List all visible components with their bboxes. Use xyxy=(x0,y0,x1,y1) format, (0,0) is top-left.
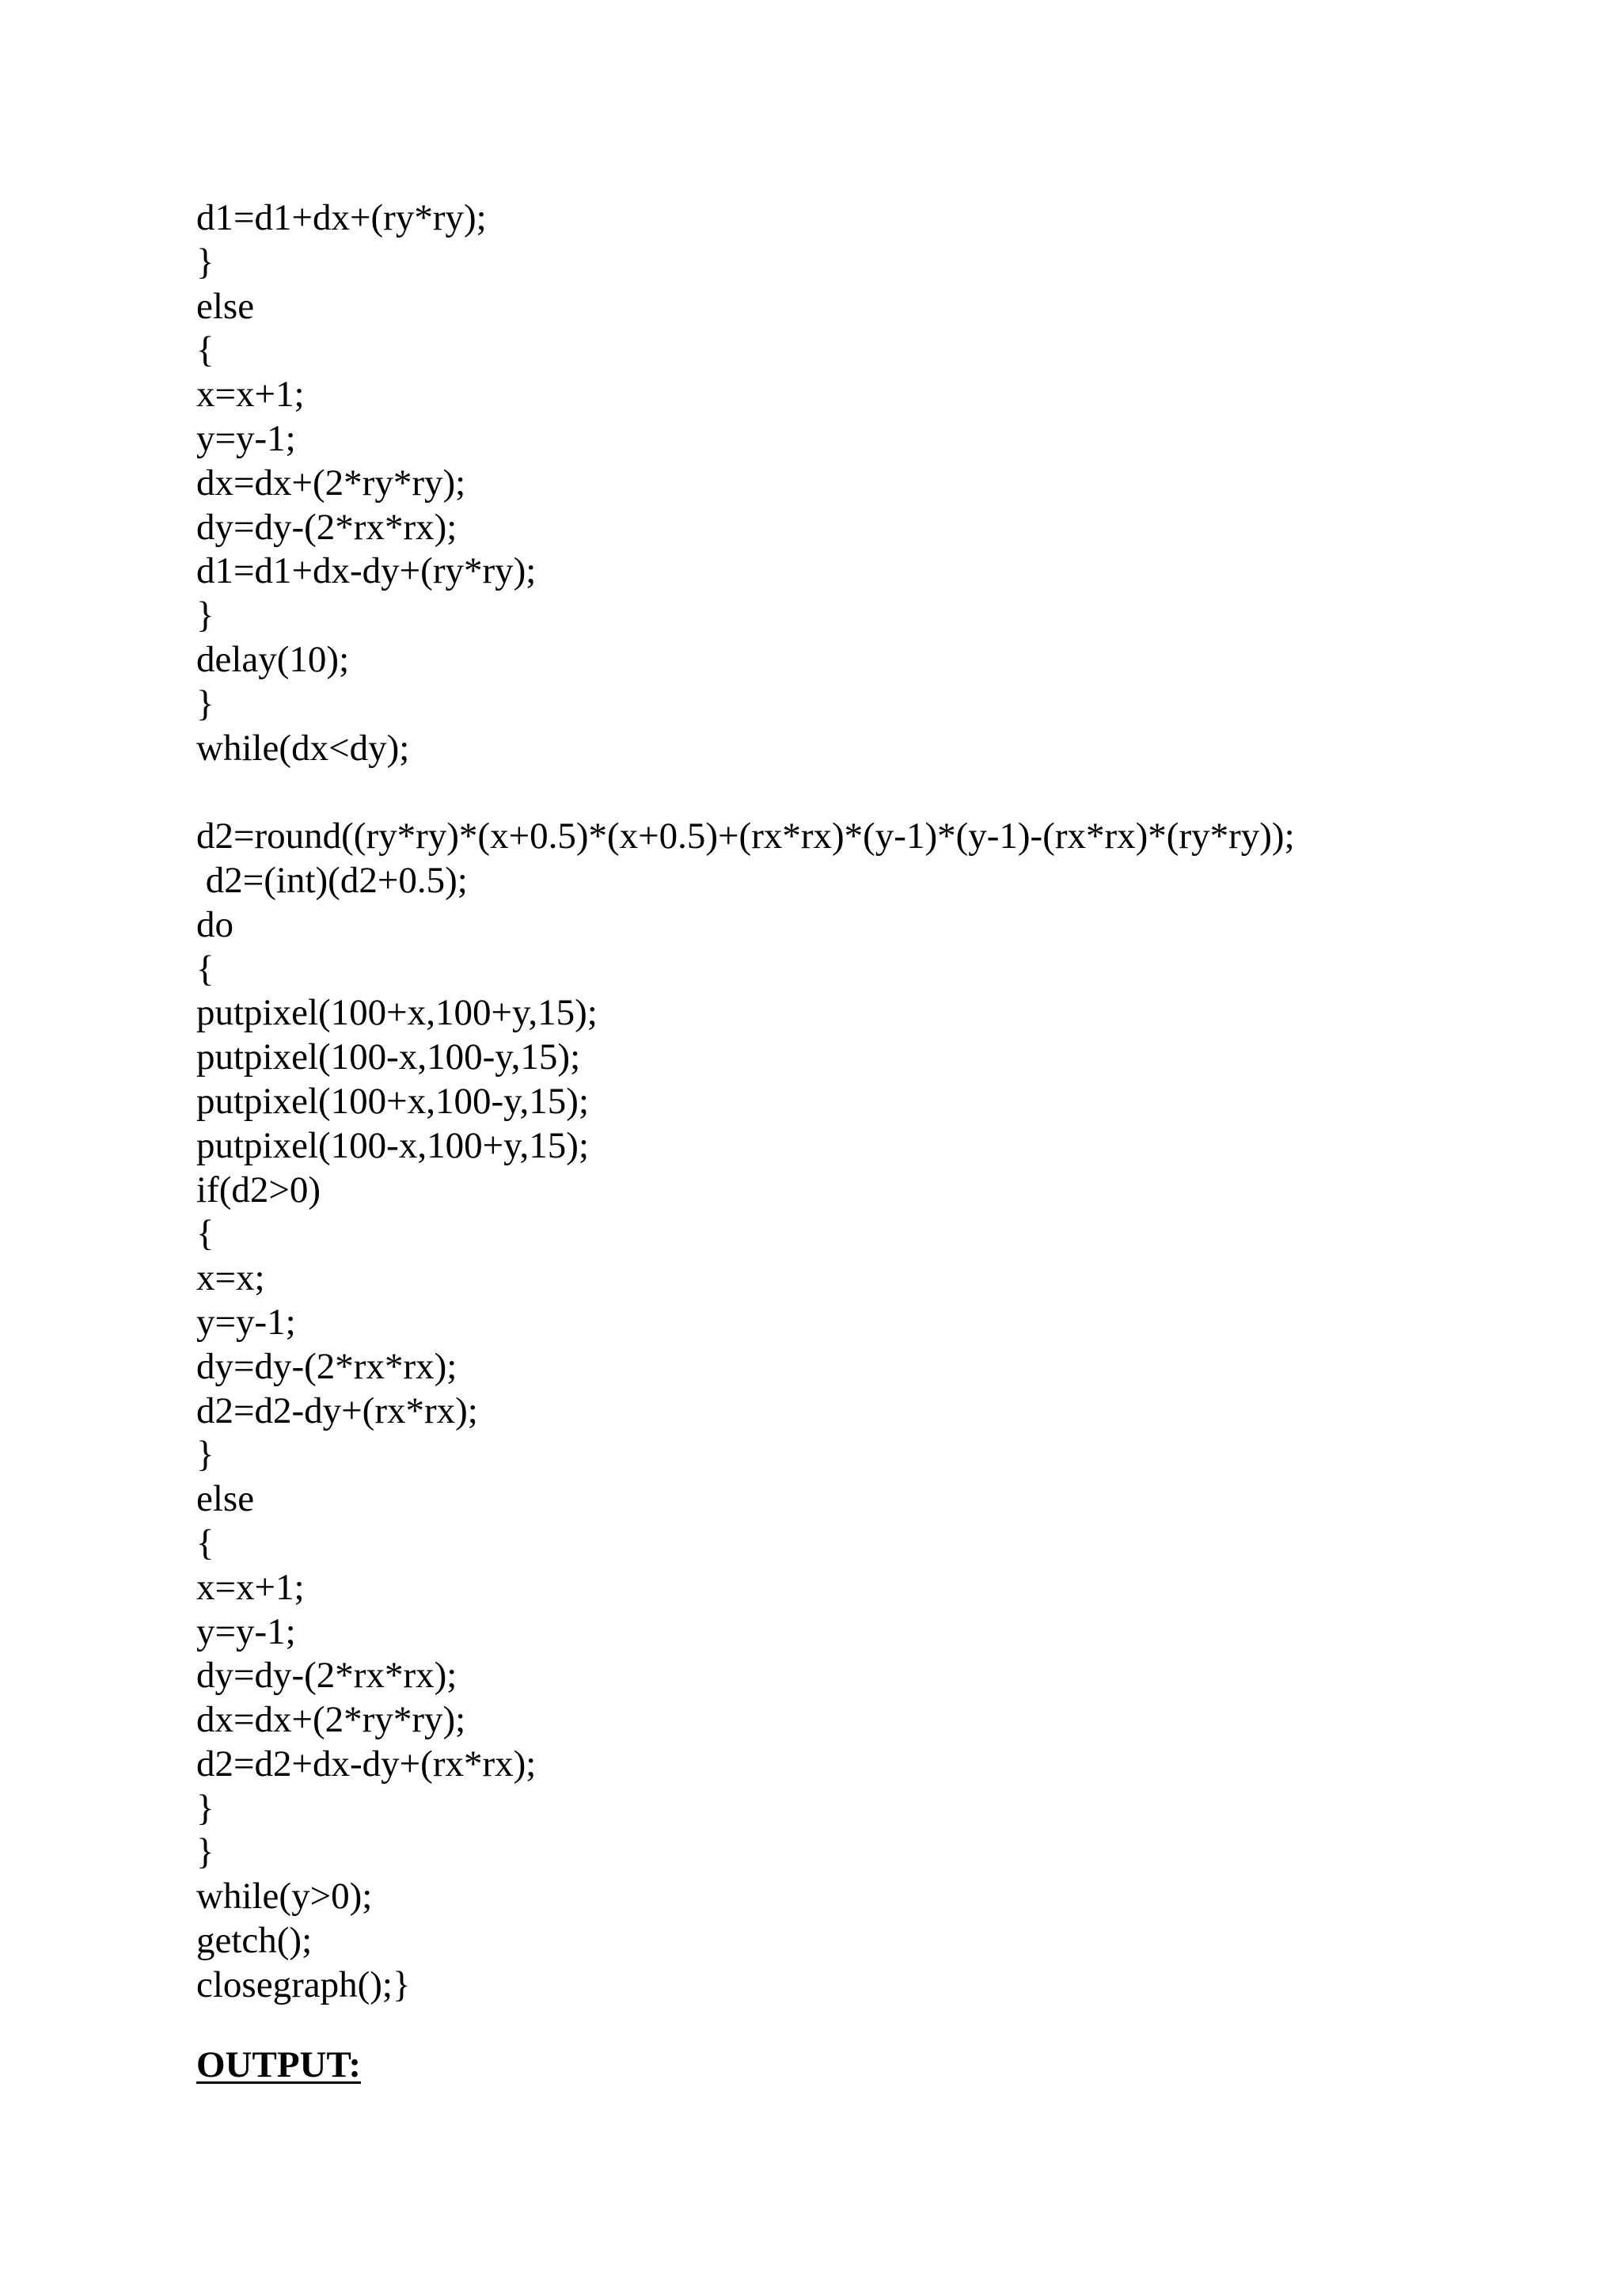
code-line: x=x+1; xyxy=(196,1566,305,1608)
code-line: d1=d1+dx+(ry*ry); xyxy=(196,197,487,238)
code-line: d2=d2+dx-dy+(rx*rx); xyxy=(196,1743,537,1785)
code-line: putpixel(100-x,100+y,15); xyxy=(196,1124,590,1166)
code-line: dy=dy-(2*rx*rx); xyxy=(196,1655,457,1697)
code-line: } xyxy=(196,1831,214,1873)
code-line: y=y-1; xyxy=(196,1610,296,1652)
code-listing xyxy=(196,196,1295,2008)
code-line: putpixel(100+x,100-y,15); xyxy=(196,1080,590,1122)
code-line: delay(10); xyxy=(196,638,350,680)
code-line: { xyxy=(196,329,214,371)
code-line: dy=dy-(2*rx*rx); xyxy=(196,1345,457,1387)
code-line: dx=dx+(2*ry*ry); xyxy=(196,462,466,504)
code-line: { xyxy=(196,1522,214,1564)
output-heading: OUTPUT: xyxy=(196,2044,362,2085)
code-line: d1=d1+dx-dy+(ry*ry); xyxy=(196,550,537,592)
code-line: dy=dy-(2*rx*rx); xyxy=(196,506,457,548)
code-line: getch(); xyxy=(196,1920,313,1962)
code-line: } xyxy=(196,241,214,283)
code-line: do xyxy=(196,903,233,945)
code-line xyxy=(196,770,1295,815)
code-line: d2=(int)(d2+0.5); xyxy=(196,859,468,901)
code-line: } xyxy=(196,682,214,724)
code-line: } xyxy=(196,595,214,637)
code-line: closegraph();} xyxy=(196,1963,411,2005)
code-line: y=y-1; xyxy=(196,1301,296,1343)
code-line: y=y-1; xyxy=(196,417,296,459)
code-line: while(y>0); xyxy=(196,1876,373,1918)
code-line: x=x+1; xyxy=(196,374,305,416)
code-line: putpixel(100-x,100-y,15); xyxy=(196,1036,581,1078)
code-line: d2=round((ry*ry)*(x+0.5)*(x+0.5)+(rx*rx)*(y-1)*(y-1)-(rx*rx)*(ry*ry)); xyxy=(196,815,1295,857)
code-line: } xyxy=(196,1787,214,1829)
code-line: dx=dx+(2*ry*ry); xyxy=(196,1699,466,1741)
code-line: d2=d2-dy+(rx*rx); xyxy=(196,1389,478,1431)
code-line: } xyxy=(196,1434,214,1476)
code-line: else xyxy=(196,285,255,327)
code-line: putpixel(100+x,100+y,15); xyxy=(196,992,598,1034)
code-line: else xyxy=(196,1478,255,1520)
code-line: { xyxy=(196,1213,214,1255)
code-line: { xyxy=(196,948,214,990)
code-line: if(d2>0) xyxy=(196,1169,321,1211)
code-line: while(dx<dy); xyxy=(196,727,410,769)
code-line: x=x; xyxy=(196,1257,265,1299)
